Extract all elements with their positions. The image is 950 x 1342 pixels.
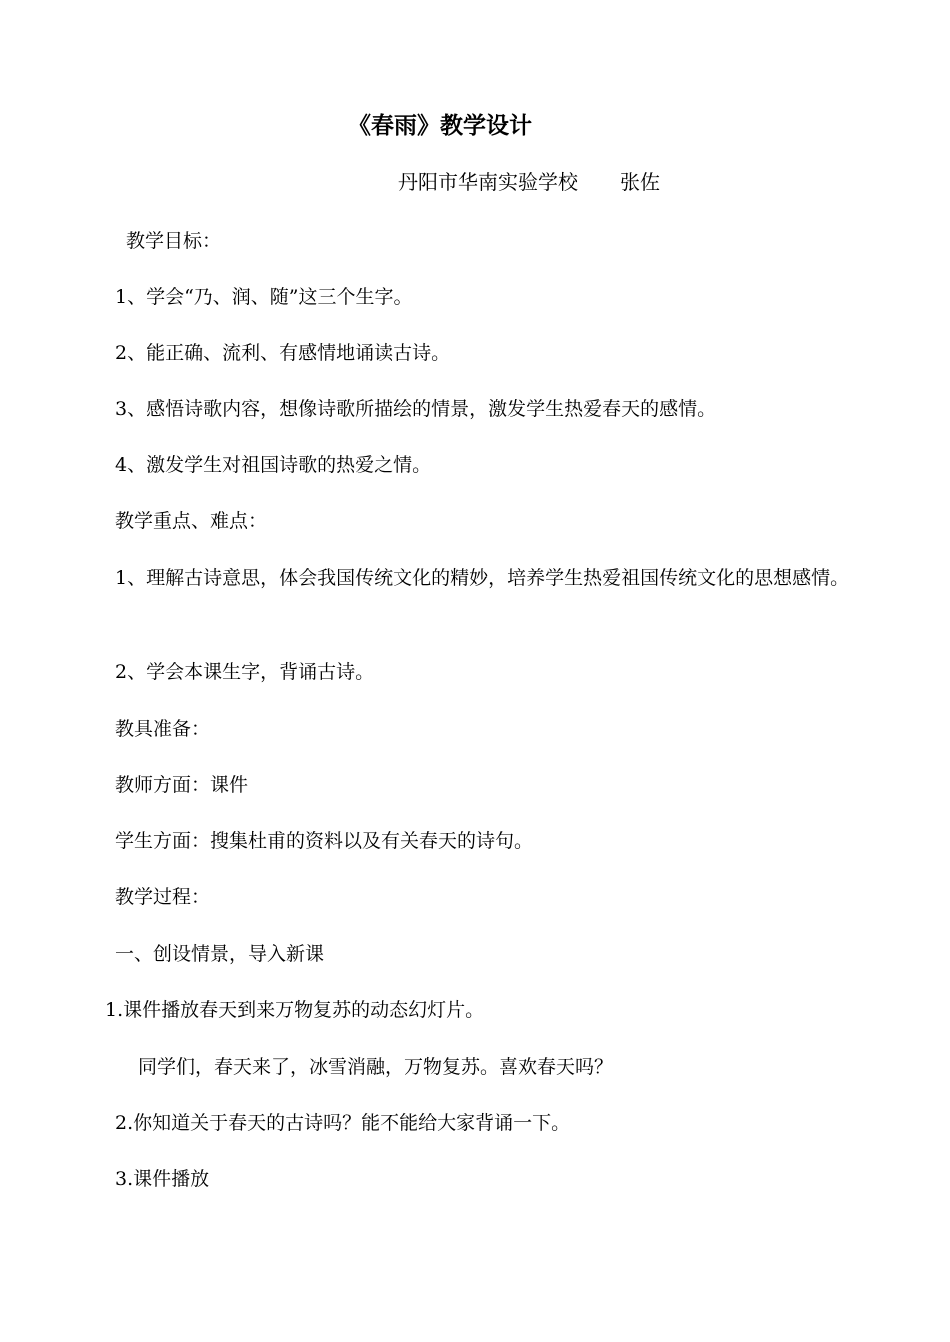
key-point-item: 2、学会本课生字，背诵古诗。 bbox=[115, 661, 375, 683]
section-heading: 一、创设情景，导入新课 bbox=[115, 943, 325, 965]
process-step: 2.你知道关于春天的古诗吗？能不能给大家背诵一下。 bbox=[115, 1112, 571, 1134]
author-line bbox=[398, 167, 660, 197]
objective-item: 4、激发学生对祖国诗歌的热爱之情。 bbox=[115, 454, 432, 476]
student-materials: 学生方面：搜集杜甫的资料以及有关春天的诗句。 bbox=[115, 830, 534, 852]
objectives-heading: 教学目标： bbox=[126, 230, 222, 252]
key-point-item: 1、理解古诗意思，体会我国传统文化的精妙，培养学生热爱祖国传统文化的思想感情。 bbox=[115, 567, 850, 589]
process-step: 3.课件播放 bbox=[115, 1168, 210, 1190]
key-points-heading: 教学重点、难点： bbox=[115, 510, 268, 532]
author-name: 张佐 bbox=[620, 170, 660, 194]
objective-item: 1、学会“乃、润、随”这三个生字。 bbox=[115, 286, 413, 308]
objective-item: 2、能正确、流利、有感情地诵读古诗。 bbox=[115, 342, 451, 364]
process-step: 1.课件播放春天到来万物复苏的动态幻灯片。 bbox=[105, 999, 485, 1021]
teacher-materials: 教师方面：课件 bbox=[115, 774, 249, 796]
author-school: 丹阳市华南实验学校 bbox=[398, 170, 578, 194]
document-title: 《春雨》教学设计 bbox=[348, 112, 532, 139]
objective-item: 3、感悟诗歌内容，想像诗歌所描绘的情景，激发学生热爱春天的感情。 bbox=[115, 398, 717, 420]
materials-heading: 教具准备： bbox=[115, 718, 211, 740]
process-step: 同学们，春天来了，冰雪消融，万物复苏。喜欢春天吗？ bbox=[138, 1056, 614, 1078]
process-heading: 教学过程： bbox=[115, 886, 211, 908]
